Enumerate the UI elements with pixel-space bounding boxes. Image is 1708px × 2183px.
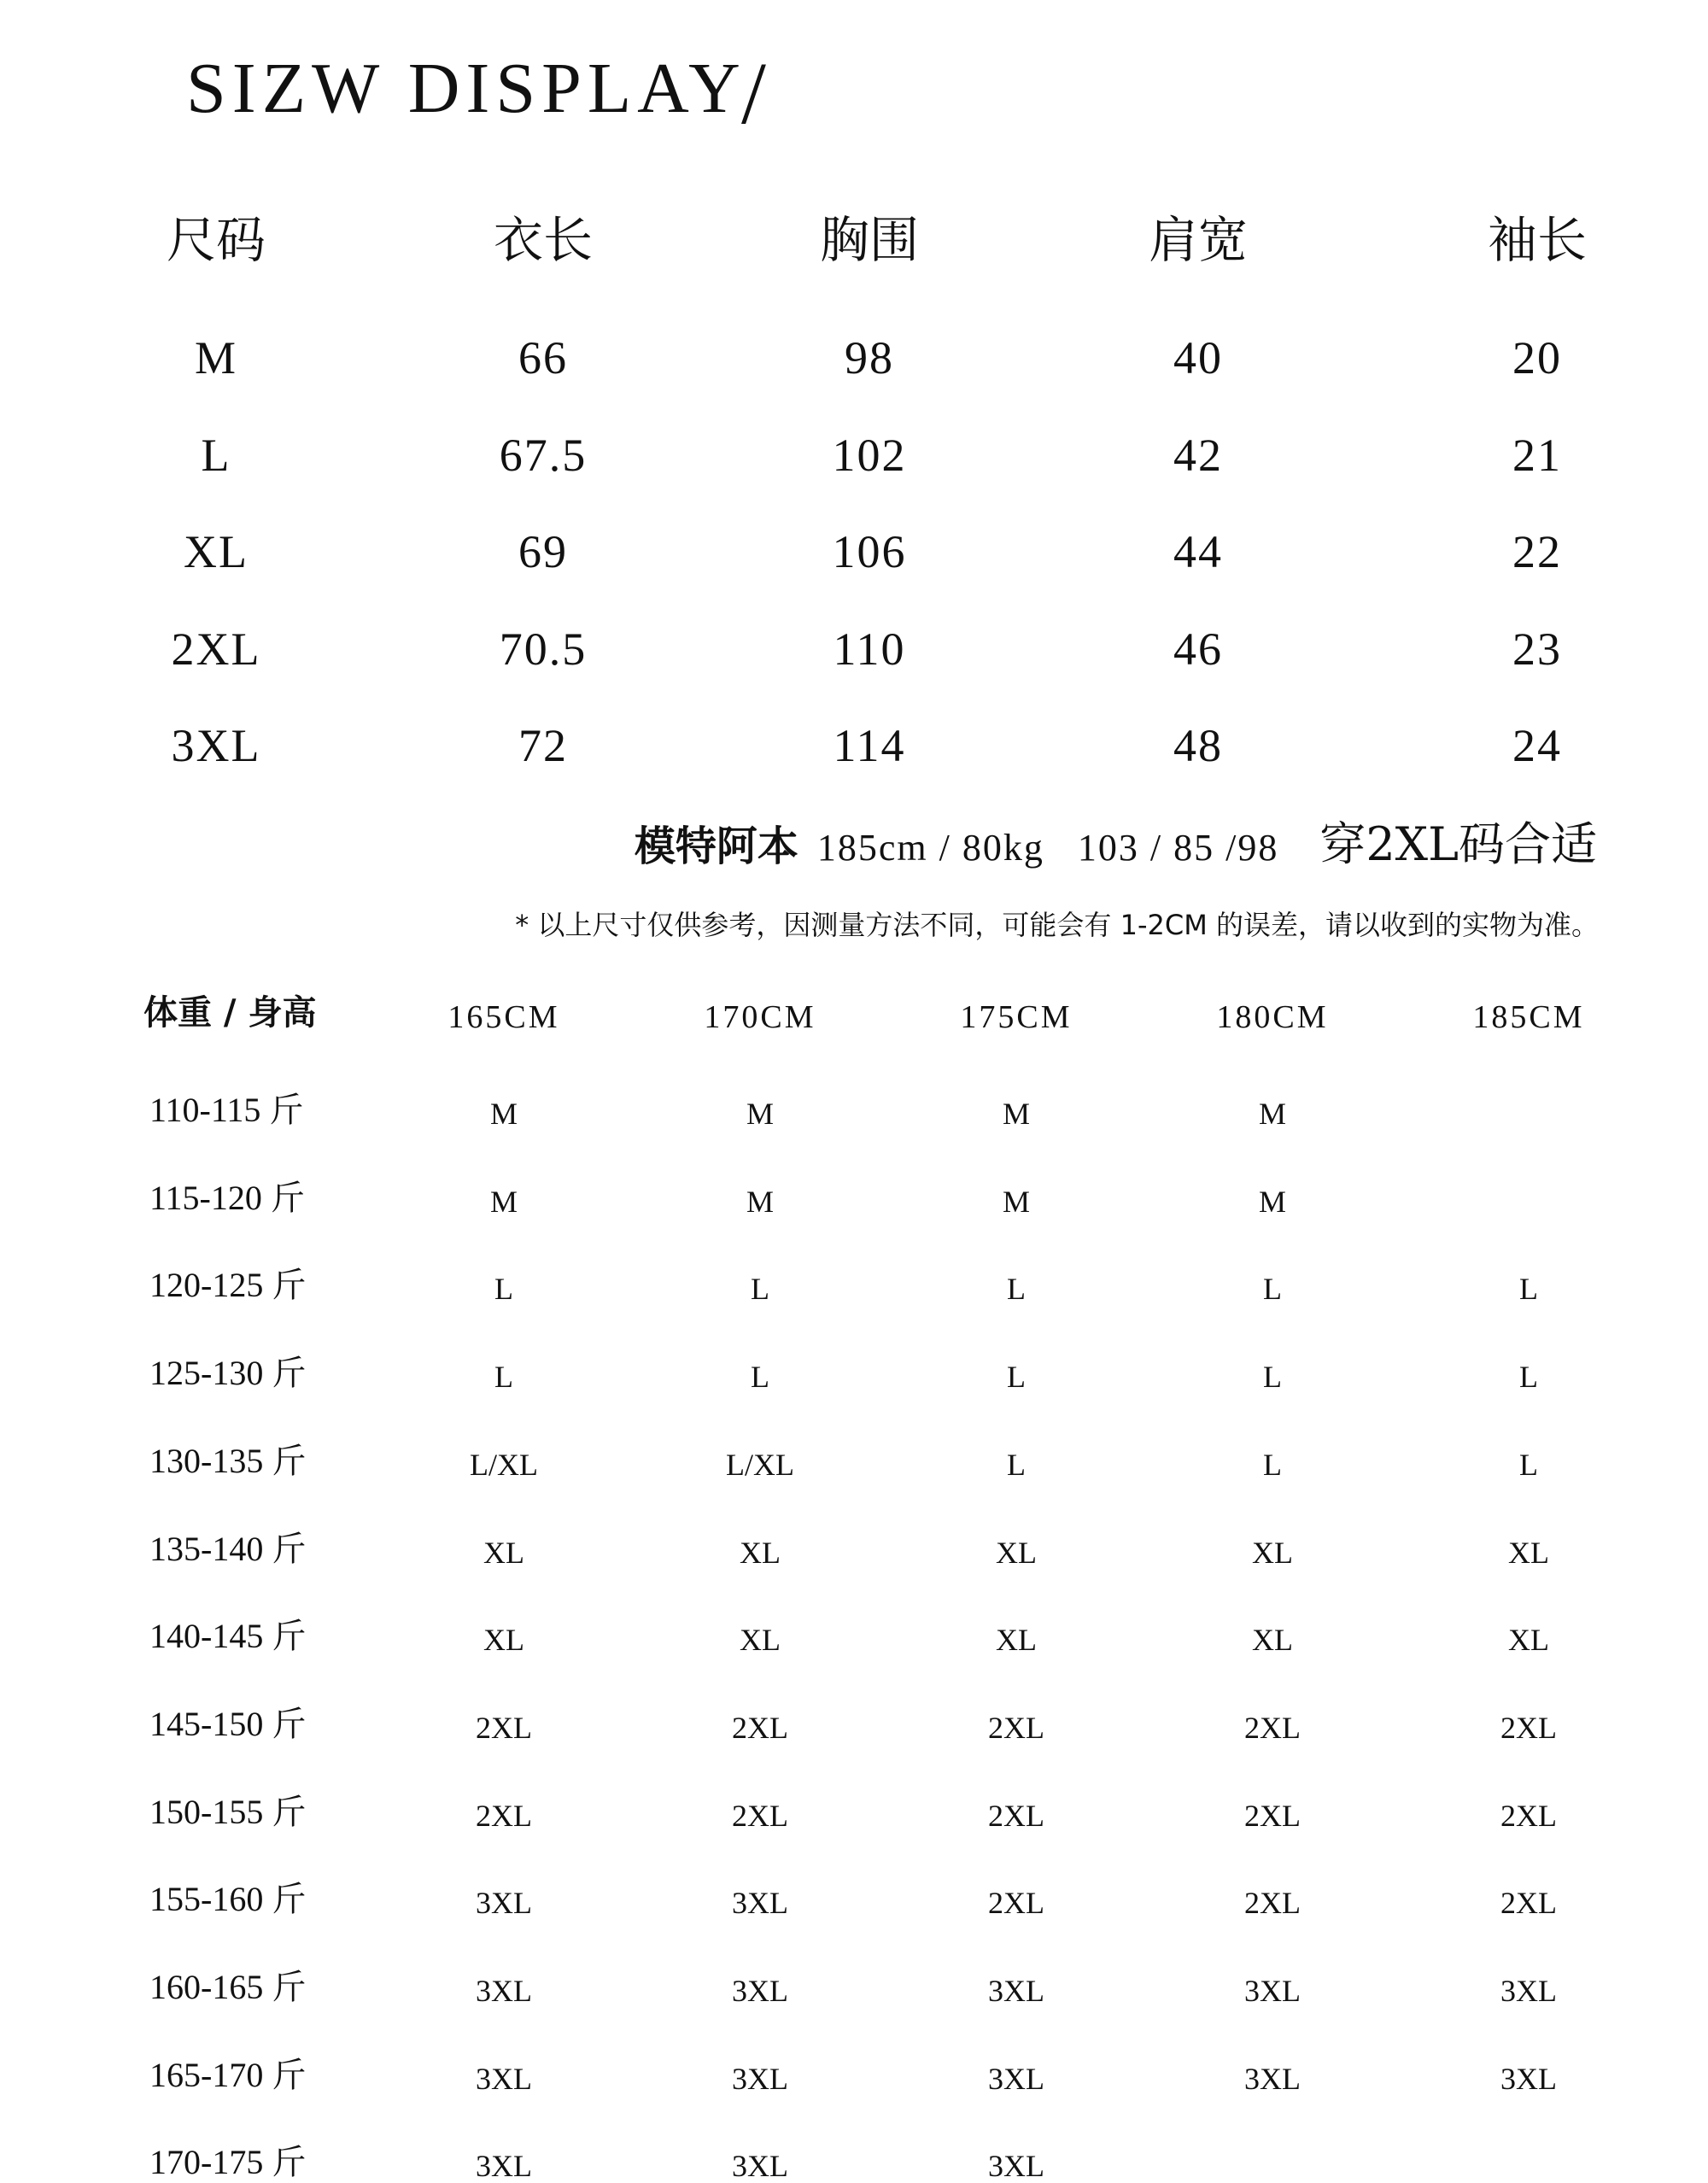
rec-size-cell: L bbox=[1007, 1272, 1026, 1307]
rec-size-cell: M bbox=[746, 1097, 774, 1131]
rec-weight-label: 150-155 斤 bbox=[149, 1792, 307, 1831]
rec-size-cell: L bbox=[751, 1272, 769, 1307]
rec-size-cell: XL bbox=[483, 1535, 524, 1570]
rec-size-cell: 2XL bbox=[476, 1710, 532, 1745]
size-table-cell: 22 bbox=[1512, 526, 1562, 577]
rec-size-cell: 2XL bbox=[1244, 1886, 1301, 1921]
rec-size-cell: M bbox=[1258, 1097, 1286, 1131]
rec-size-cell: L bbox=[751, 1360, 769, 1395]
rec-size-cell: XL bbox=[1508, 1535, 1549, 1570]
rec-size-cell: L bbox=[1263, 1447, 1282, 1482]
size-table-cell: 42 bbox=[1173, 429, 1223, 481]
rec-size-cell: 2XL bbox=[1244, 1798, 1301, 1833]
rec-size-cell: M bbox=[1002, 1097, 1030, 1131]
rec-height-header: 165CM bbox=[447, 999, 560, 1035]
rec-weight-label: 115-120 斤 bbox=[149, 1178, 305, 1217]
rec-size-cell: L bbox=[1519, 1447, 1538, 1482]
rec-height-header: 180CM bbox=[1216, 999, 1329, 1035]
rec-weight-label: 125-130 斤 bbox=[149, 1354, 307, 1393]
rec-height-header: 175CM bbox=[960, 999, 1073, 1035]
rec-weight-label: 145-150 斤 bbox=[149, 1704, 307, 1743]
rec-size-cell: 3XL bbox=[476, 2149, 532, 2183]
model-label: 模特阿本 bbox=[634, 822, 798, 870]
rec-size-cell: L bbox=[1519, 1360, 1538, 1395]
size-table-size-label: XL bbox=[184, 526, 249, 577]
rec-size-cell: 3XL bbox=[1500, 1974, 1557, 2008]
size-table-cell: 98 bbox=[845, 332, 894, 383]
rec-size-cell: L/XL bbox=[470, 1447, 538, 1482]
rec-size-cell: L/XL bbox=[726, 1447, 794, 1482]
rec-size-cell: 3XL bbox=[476, 1974, 532, 2008]
rec-size-cell: 3XL bbox=[988, 2061, 1044, 2096]
rec-size-cell: 3XL bbox=[988, 2149, 1044, 2183]
rec-size-cell: L bbox=[1263, 1360, 1282, 1395]
size-table-cell: 23 bbox=[1512, 623, 1562, 675]
measurement-disclaimer: * 以上尺寸仅供参考，因测量方法不同，可能会有 1-2CM 的误差，请以收到的实物为准。 bbox=[515, 909, 1599, 941]
rec-weight-label: 140-145 斤 bbox=[149, 1617, 307, 1656]
size-table-header: 袖长 bbox=[1487, 211, 1587, 269]
rec-weight-label: 120-125 斤 bbox=[149, 1266, 307, 1305]
size-table-header: 衣长 bbox=[493, 211, 593, 269]
rec-size-cell: M bbox=[489, 1097, 518, 1131]
rec-size-cell: XL bbox=[1508, 1623, 1549, 1658]
rec-weight-label: 165-170 斤 bbox=[149, 2055, 307, 2094]
rec-size-cell: XL bbox=[996, 1623, 1037, 1658]
rec-size-cell: XL bbox=[483, 1623, 524, 1658]
size-table-cell: 24 bbox=[1512, 720, 1562, 771]
size-table-cell: 48 bbox=[1173, 720, 1223, 771]
rec-size-cell: 3XL bbox=[732, 2061, 788, 2096]
rec-size-cell: XL bbox=[740, 1535, 781, 1570]
rec-size-cell: 3XL bbox=[732, 1974, 788, 2008]
size-table-cell: 114 bbox=[833, 720, 906, 771]
size-table-size-label: 3XL bbox=[171, 720, 261, 771]
page-title: SIZW DISPLAY bbox=[186, 49, 746, 128]
rec-weight-label: 160-165 斤 bbox=[149, 1968, 307, 2006]
size-table-cell: 110 bbox=[833, 623, 906, 675]
rec-height-header: 185CM bbox=[1472, 999, 1585, 1035]
rec-weight-label: 135-140 斤 bbox=[149, 1529, 307, 1568]
rec-size-cell: 2XL bbox=[732, 1798, 788, 1833]
size-table-cell: 70.5 bbox=[499, 623, 588, 675]
rec-size-cell: 3XL bbox=[476, 1886, 532, 1921]
rec-size-cell: L bbox=[1519, 1272, 1538, 1307]
rec-weight-label: 155-160 斤 bbox=[149, 1880, 307, 1919]
rec-size-cell: M bbox=[489, 1184, 518, 1219]
rec-corner-label: 体重 / 身高 bbox=[143, 992, 317, 1033]
rec-size-cell: XL bbox=[1252, 1623, 1293, 1658]
rec-size-cell: 3XL bbox=[988, 1974, 1044, 2008]
size-table-cell: 72 bbox=[518, 720, 568, 771]
rec-size-cell: M bbox=[746, 1184, 774, 1219]
size-table-cell: 69 bbox=[518, 526, 568, 577]
size-table-cell: 106 bbox=[832, 526, 907, 577]
size-table-size-label: 2XL bbox=[171, 623, 261, 675]
model-fit: 穿2XL码合适 bbox=[1319, 817, 1597, 871]
rec-size-cell: XL bbox=[740, 1623, 781, 1658]
title-slash: / bbox=[741, 44, 766, 143]
rec-size-cell: 2XL bbox=[988, 1886, 1044, 1921]
rec-weight-label: 170-175 斤 bbox=[149, 2143, 307, 2182]
rec-size-cell: M bbox=[1258, 1184, 1286, 1219]
rec-size-cell: L bbox=[1263, 1272, 1282, 1307]
size-table-cell: 44 bbox=[1173, 526, 1223, 577]
size-table-size-label: M bbox=[194, 332, 237, 383]
size-table-header: 尺码 bbox=[166, 211, 266, 269]
rec-size-cell: 2XL bbox=[988, 1710, 1044, 1745]
rec-size-cell: L bbox=[1007, 1447, 1026, 1482]
rec-size-cell: L bbox=[1007, 1360, 1026, 1395]
rec-size-cell: 3XL bbox=[732, 1886, 788, 1921]
rec-size-cell: 3XL bbox=[1244, 2061, 1301, 2096]
rec-height-header: 170CM bbox=[704, 999, 816, 1035]
rec-size-cell: L bbox=[494, 1272, 513, 1307]
rec-size-cell: M bbox=[1002, 1184, 1030, 1219]
size-table-cell: 40 bbox=[1173, 332, 1223, 383]
rec-size-cell: 2XL bbox=[1500, 1798, 1557, 1833]
rec-size-cell: 3XL bbox=[1244, 1974, 1301, 2008]
size-table-cell: 46 bbox=[1173, 623, 1223, 675]
size-table-cell: 102 bbox=[832, 429, 907, 481]
size-table-size-label: L bbox=[201, 429, 231, 481]
rec-size-cell: 2XL bbox=[1244, 1710, 1301, 1745]
size-table-cell: 20 bbox=[1512, 332, 1562, 383]
size-table-cell: 66 bbox=[518, 332, 568, 383]
rec-size-cell: XL bbox=[996, 1535, 1037, 1570]
model-stats: 185cm / 80kg 103 / 85 /98 bbox=[816, 827, 1279, 869]
rec-size-cell: 2XL bbox=[732, 1710, 788, 1745]
rec-size-cell: 2XL bbox=[476, 1798, 532, 1833]
rec-size-cell: L bbox=[494, 1360, 513, 1395]
model-note bbox=[634, 817, 1597, 871]
rec-size-cell: 2XL bbox=[1500, 1710, 1557, 1745]
rec-size-cell: XL bbox=[1252, 1535, 1293, 1570]
rec-size-cell: 2XL bbox=[988, 1798, 1044, 1833]
rec-size-cell: 3XL bbox=[732, 2149, 788, 2183]
rec-weight-label: 130-135 斤 bbox=[149, 1441, 307, 1480]
size-table-header: 胸围 bbox=[819, 211, 919, 269]
size-table-header: 肩宽 bbox=[1148, 211, 1248, 269]
rec-size-cell: 3XL bbox=[1500, 2061, 1557, 2096]
rec-size-cell: 2XL bbox=[1500, 1886, 1557, 1921]
rec-weight-label: 110-115 斤 bbox=[149, 1091, 304, 1129]
size-table-cell: 67.5 bbox=[499, 429, 588, 481]
rec-size-cell: 3XL bbox=[476, 2061, 532, 2096]
size-table-cell: 21 bbox=[1512, 429, 1562, 481]
